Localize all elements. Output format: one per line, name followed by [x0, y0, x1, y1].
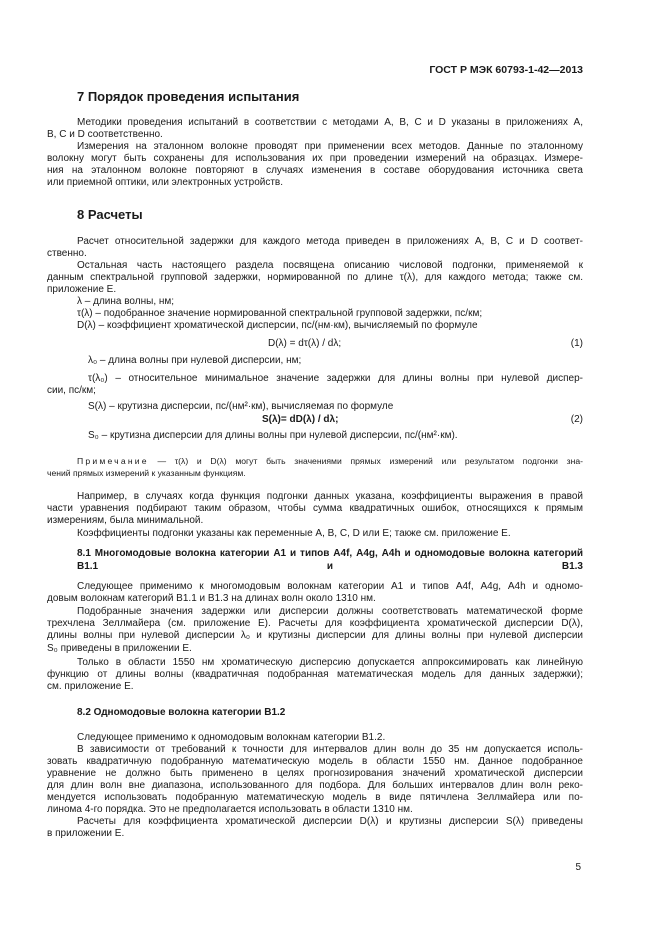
section-8-1-title: [77, 547, 583, 573]
section-7-line: ния на эталонном волокне повторяют в случаях изменения в составе оборудования источника света: [47, 165, 583, 176]
paragraph-line: части уравнения подбирают таким образом, чтобы сумма квадратичных ошибок, относящихся к прямым: [47, 503, 583, 514]
section-8-1-line: функцию от длины волны (квадратичная подобранная математическая модель для данных задержки);: [47, 669, 583, 680]
section-8-2-line: В зависимости от требований к точности для интервалов длин волн до 35 нм допускается исполь-: [77, 744, 583, 755]
section-8-1-line: Подобранные значения задержки или дисперсии должны соответствовать математической форме: [77, 606, 583, 617]
definition-s0: S₀ – крутизна дисперсии для длины волны при нулевой дисперсии, пс/(нм²·км).: [88, 430, 458, 441]
formula-2-number: (2): [570, 414, 583, 425]
paragraph-line: Коэффициенты подгонки указаны как переменные А, В, С, D или Е; также см. приложение Е.: [77, 528, 511, 539]
standard-header: ГОСТ Р МЭК 60793-1-42—2013: [429, 64, 583, 76]
section-8-line: приложение Е.: [47, 284, 117, 295]
definition-s: S(λ) – крутизна дисперсии, пс/(нм²·км), вычисляемая по формуле: [88, 401, 394, 412]
section-8-1-line: см. приложение Е.: [47, 681, 134, 692]
note-line-2: чений прямых измерений к указанным функциям.: [47, 468, 246, 478]
section-7-line: волокну могут быть сохранены для использования их при проведении измерений на образцах. Измере-: [47, 153, 583, 164]
section-8-2-title: 8.2 Одномодовые волокна категории В1.2: [77, 707, 286, 718]
section-8-line: Остальная часть настоящего раздела посвящена описанию числовой подгонки, применяемой к: [77, 260, 583, 271]
section-8-1-line: длины волны при нулевой дисперсии λ₀ и крутизны дисперсии для длины волны при нулевой дисперсии: [47, 630, 583, 641]
section-8-2-line: мендуется использовать подобранную математическую модель в виде пятичлена Зеллмайера или по-: [47, 792, 583, 803]
section-8-2-line: линома 4-го порядка. Это не предполагается использовать в области 1310 нм.: [47, 804, 413, 815]
formula-2: S(λ)= dD(λ) / dλ;: [262, 414, 339, 425]
definition-d: D(λ) – коэффициент хроматической дисперсии, пс/(нм·км), вычисляемый по формуле: [77, 320, 478, 331]
section-7-line: Методики проведения испытаний в соответствии с методами А, В, С и D указаны в приложениях А,: [77, 117, 583, 128]
note-line: [77, 455, 583, 467]
section-8-line: данным спектральной групповой задержки, нормированной по длине τ(λ), для каждого метода; также см.: [47, 272, 583, 283]
section-8-title: 8 Расчеты: [77, 207, 143, 222]
section-8-2-line: Расчеты для коэффициента хроматической дисперсии D(λ) и крутизны дисперсии S(λ) приведены: [77, 816, 583, 827]
section-8-2-line: Следующее применимо к одномодовым волокнам категории В1.2.: [77, 732, 386, 743]
section-8-2-line: зовать квадратичную подобранную математическую модель в области 1550 нм. Данное подобранное: [47, 756, 583, 767]
section-7-line: или приемной оптики, или электронных устройств.: [47, 177, 284, 188]
section-8-line: ственно.: [47, 248, 87, 259]
section-8-1-line: довым волокнам категорий В1.1 и В1.3 на длинах волн около 1310 нм.: [47, 593, 376, 604]
section-8-2-line: в приложении Е.: [47, 828, 125, 839]
section-8-1-title-text: 8.1 Многомодовые волокна категории А1 и типов А4f, А4g, А4h и одномодовые волокна категорий В1.1 и В1.3: [77, 548, 583, 572]
section-8-1-line: Следующее применимо к многомодовым волокнам категории А1 и типов А4f, А4g, А4h и одномо-: [77, 581, 583, 592]
section-8-1-line: S₀ приведены в приложении Е.: [47, 643, 192, 654]
definition-lambda0: λ₀ – длина волны при нулевой дисперсии, нм;: [88, 355, 302, 366]
paragraph-line: Например, в случаях когда функция подгонки данных указана, коэффициенты выражения в правой: [77, 491, 583, 502]
section-8-2-line: уравнение не должно быть применено в целях прогнозирования значений хроматической дисперсии: [47, 768, 583, 779]
section-8-2-line: для длин волн вне диапазона, использованного для подбора. Для больших интервалов длин волн реко-: [47, 780, 583, 791]
formula-1: D(λ) = dτ(λ) / dλ;: [268, 338, 342, 349]
section-7-title: 7 Порядок проведения испытания: [77, 89, 300, 104]
section-8-1-line: трехчлена Зеллмайера (см. приложение Е). Расчеты для коэффициента хроматической дисперсии D(λ),: [47, 618, 583, 629]
paragraph-line: измерениям, была минимальной.: [47, 515, 204, 526]
section-7-line: Измерения на эталонном волокне проводят при применении всех методов. Данные по эталонному: [77, 141, 583, 152]
formula-1-number: (1): [570, 338, 583, 349]
section-8-line: Расчет относительной задержки для каждого метода приведен в приложениях А, В, С и D соответ-: [77, 236, 583, 247]
note-text: — τ(λ) и D(λ) могут быть значениями прямых измерений или результатом подгонки зна-: [157, 456, 584, 466]
definition-tau0: τ(λ₀) – относительное минимальное значение задержки для длины волны при нулевой диспер-: [88, 373, 583, 384]
note-label: Примечание: [77, 456, 149, 466]
section-7-line: В, С и D соответственно.: [47, 129, 163, 140]
definition-tau0-cont: сии, пс/км;: [47, 385, 96, 396]
definition-lambda: λ – длина волны, нм;: [77, 296, 175, 307]
page-number: 5: [575, 862, 581, 873]
section-8-1-line: Только в области 1550 нм хроматическую дисперсию допускается аппроксимировать как линейную: [77, 657, 583, 668]
definition-tau: τ(λ) – подобранное значение нормированной спектральной групповой задержки, пс/км;: [77, 308, 483, 319]
